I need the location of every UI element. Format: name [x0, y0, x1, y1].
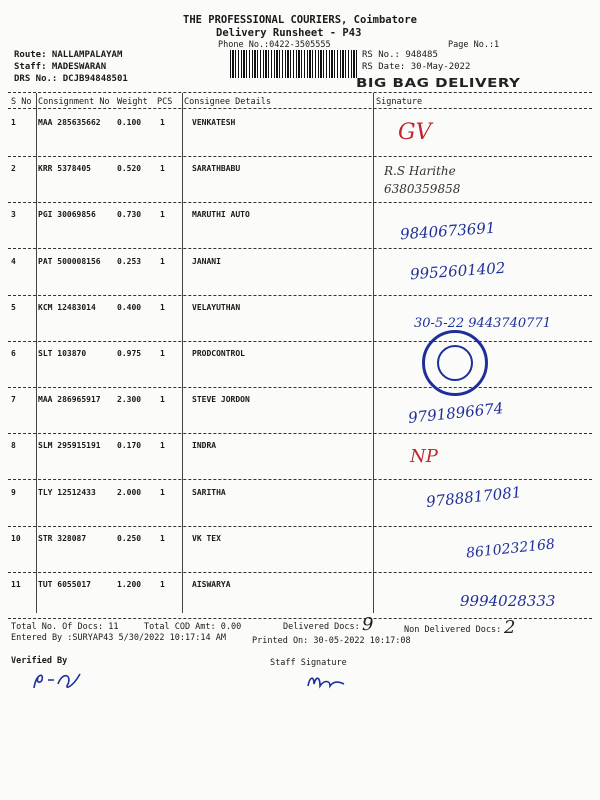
- signature-5: 30-5-22 9443740771: [414, 316, 551, 331]
- runsheet-title: Delivery Runsheet - P43: [216, 27, 362, 39]
- column-line: [373, 93, 374, 613]
- row-sno: 10: [11, 534, 21, 543]
- row-sno: 6: [11, 349, 16, 358]
- signature-11: 9994028333: [460, 592, 556, 610]
- signature-9: 9788817081: [425, 483, 523, 511]
- row-weight: 0.520: [117, 164, 142, 173]
- drs-number: DRS No.: DCJB94848501: [14, 74, 128, 84]
- row-pcs: 1: [160, 580, 165, 589]
- row-divider: [8, 572, 592, 573]
- row-sno: 7: [11, 395, 16, 404]
- row-pcs: 1: [160, 303, 165, 312]
- row-consignment: PGI 30069856: [38, 210, 96, 219]
- barcode: [230, 50, 358, 78]
- row-consignment: MAA 286965917: [38, 395, 101, 404]
- row-sno: 8: [11, 441, 16, 450]
- row-consignment: SLT 103870: [38, 349, 87, 358]
- row-divider: [8, 387, 592, 388]
- staff: Staff: MADESWARAN: [14, 62, 107, 72]
- non-delivered-docs-label: Non Delivered Docs:: [404, 625, 502, 635]
- row-consignee: VK TEX: [192, 534, 221, 543]
- row-sno: 3: [11, 210, 16, 219]
- signature-8: NP: [410, 446, 438, 467]
- col-weight: Weight: [117, 97, 148, 107]
- signature-7: 9791896674: [407, 399, 505, 427]
- row-sno: 2: [11, 164, 16, 173]
- row-divider: [8, 341, 592, 342]
- row-sno: 1: [11, 118, 16, 127]
- row-pcs: 1: [160, 441, 165, 450]
- row-weight: 0.730: [117, 210, 142, 219]
- staff-signature-mark: [304, 672, 354, 692]
- column-line: [182, 93, 183, 613]
- route: Route: NALLAMPALAYAM: [14, 50, 123, 60]
- row-sno: 4: [11, 257, 16, 266]
- phone-number: Phone No.:0422-3505555: [218, 40, 331, 50]
- row-divider: [8, 479, 592, 480]
- row-sno: 5: [11, 303, 16, 312]
- rs-date: RS Date: 30-May-2022: [362, 62, 471, 72]
- company-name: THE PROFESSIONAL COURIERS, Coimbatore: [183, 14, 417, 26]
- row-weight: 0.253: [117, 257, 142, 266]
- signature-2: R.S Harithe 6380359858: [384, 164, 461, 196]
- row-pcs: 1: [160, 349, 165, 358]
- row-weight: 0.250: [117, 534, 142, 543]
- staff-signature-label: Staff Signature: [270, 658, 347, 668]
- column-line: [36, 93, 37, 613]
- signature-1: GV: [398, 120, 432, 145]
- row-consignment: KRR 5378405: [38, 164, 91, 173]
- page-number: Page No.:1: [448, 40, 500, 50]
- row-consignment: SLM 295915191: [38, 441, 101, 450]
- row-pcs: 1: [160, 395, 165, 404]
- row-weight: 0.170: [117, 441, 142, 450]
- verified-by-signature: [28, 666, 108, 694]
- row-weight: 1.200: [117, 580, 142, 589]
- row-consignment: KCM 12483014: [38, 303, 96, 312]
- row-consignee: SARITHA: [192, 488, 226, 497]
- delivered-docs-value: 9: [362, 614, 374, 635]
- company-stamp: [422, 330, 488, 396]
- row-consignment: MAA 285635662: [38, 118, 101, 127]
- row-consignee: MARUTHI AUTO: [192, 210, 250, 219]
- row-consignee: STEVE JORDON: [192, 395, 250, 404]
- row-divider: [8, 295, 592, 296]
- row-divider: [8, 202, 592, 203]
- divider: [8, 92, 592, 93]
- row-divider: [8, 433, 592, 434]
- row-consignee: VENKATESH: [192, 118, 236, 127]
- entered-by: Entered By :SURYAP43 5/30/2022 10:17:14 AM: [11, 633, 226, 643]
- printed-on: Printed On: 30-05-2022 10:17:08: [252, 636, 411, 646]
- rs-number: RS No.: 948485: [362, 50, 438, 60]
- row-pcs: 1: [160, 210, 165, 219]
- row-consignment: STR 328087: [38, 534, 87, 543]
- row-divider: [8, 156, 592, 157]
- row-weight: 2.000: [117, 488, 142, 497]
- verified-by-label: Verified By: [11, 656, 68, 666]
- col-consignment: Consignment No: [38, 97, 110, 107]
- row-weight: 0.400: [117, 303, 142, 312]
- row-pcs: 1: [160, 257, 165, 266]
- big-bag-delivery-stamp: BIG BAG DELIVERY: [356, 75, 521, 91]
- row-consignment: TLY 12512433: [38, 488, 96, 497]
- col-pcs: PCS: [157, 97, 173, 107]
- row-weight: 2.300: [117, 395, 142, 404]
- total-docs: Total No. Of Docs: 11: [11, 622, 119, 632]
- row-weight: 0.975: [117, 349, 142, 358]
- row-pcs: 1: [160, 118, 165, 127]
- delivered-docs-label: Delivered Docs:: [283, 622, 360, 632]
- row-divider: [8, 248, 592, 249]
- row-consignee: INDRA: [192, 441, 217, 450]
- row-pcs: 1: [160, 534, 165, 543]
- signature-3: 9840673691: [399, 218, 496, 244]
- divider: [8, 108, 592, 109]
- col-consignee: Consignee Details: [184, 97, 271, 107]
- row-pcs: 1: [160, 164, 165, 173]
- row-consignment: PAT 500008156: [38, 257, 101, 266]
- row-consignment: TUT 6055017: [38, 580, 91, 589]
- row-consignee: SARATHBABU: [192, 164, 241, 173]
- signature-10: 8610232168: [465, 536, 556, 562]
- row-sno: 9: [11, 488, 16, 497]
- row-consignee: AISWARYA: [192, 580, 231, 589]
- row-consignee: VELAYUTHAN: [192, 303, 241, 312]
- row-divider: [8, 526, 592, 527]
- total-cod: Total COD Amt: 0.00: [144, 622, 242, 632]
- row-consignee: PRODCONTROL: [192, 349, 245, 358]
- col-signature: Signature: [376, 97, 423, 107]
- row-pcs: 1: [160, 488, 165, 497]
- row-weight: 0.100: [117, 118, 142, 127]
- non-delivered-docs-value: 2: [504, 617, 516, 638]
- row-sno: 11: [11, 580, 21, 589]
- signature-4: 9952601402: [409, 258, 506, 284]
- col-sno: S No: [11, 97, 32, 107]
- row-consignee: JANANI: [192, 257, 221, 266]
